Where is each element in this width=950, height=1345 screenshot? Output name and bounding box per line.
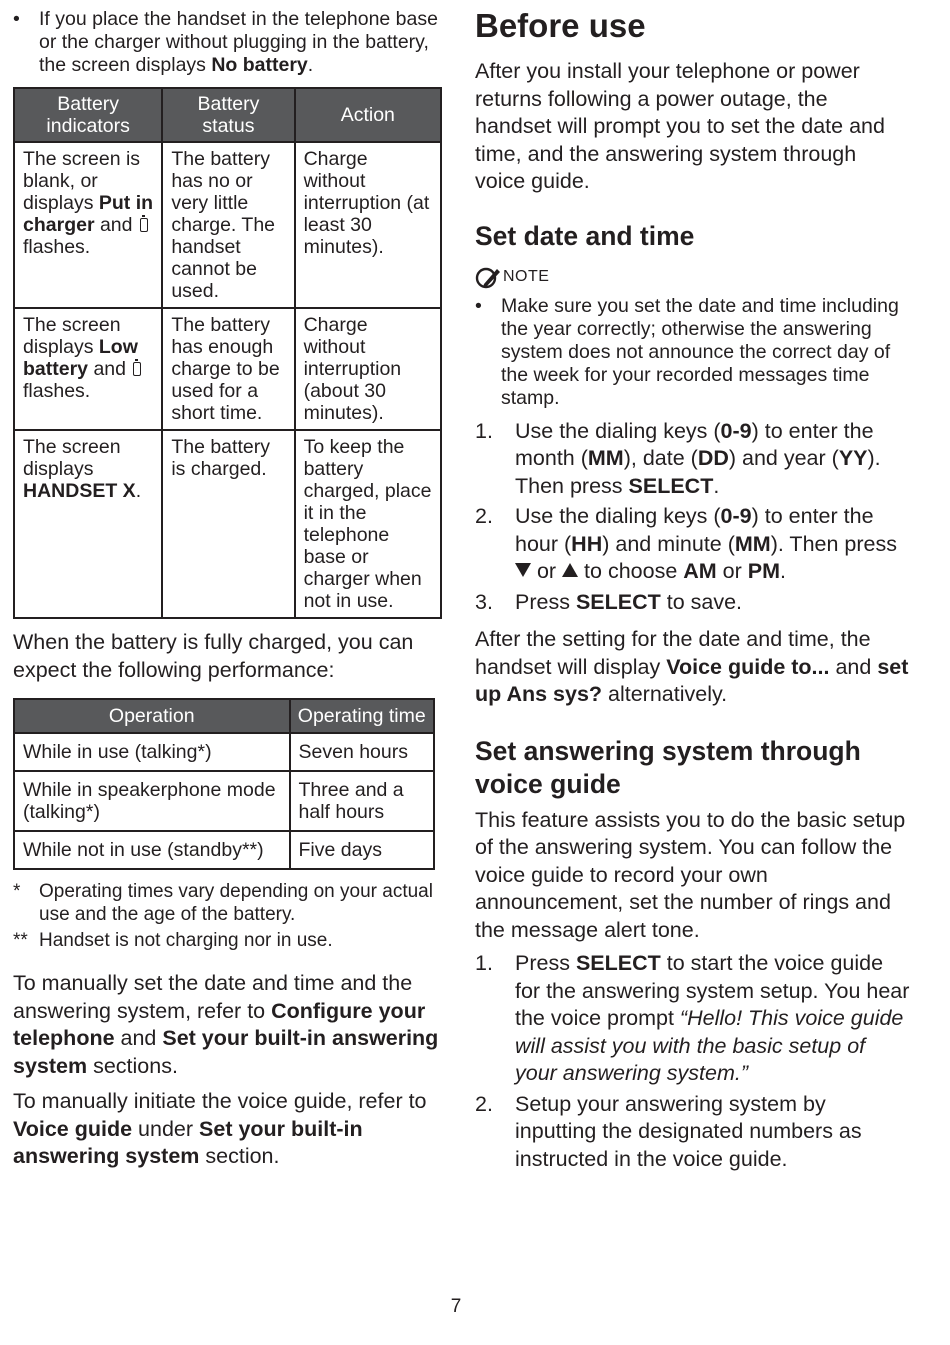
list-item — [475, 1091, 910, 1174]
footnote-marker: * — [13, 881, 21, 902]
list-item — [475, 503, 910, 586]
note-pencil-icon — [475, 265, 501, 289]
header-battery-status: Battery status — [162, 88, 294, 142]
para-text: sections. — [87, 1053, 178, 1078]
step-bold: YY — [838, 446, 868, 470]
para-bold: Set your built-in answering system — [13, 1116, 363, 1168]
step-bold: SELECT — [575, 951, 661, 975]
step-text: or — [531, 559, 563, 583]
cell-text: and — [94, 214, 138, 236]
step-text: Press — [515, 589, 576, 614]
cell-bold: HANDSET X — [23, 480, 136, 502]
bullet-text: If you place the handset in the telephone base or the charger without plugging in the battery, the screen displays — [39, 8, 438, 76]
para-text: To manually set the date and time and the answering system, refer to — [13, 971, 413, 1023]
para-text: and — [829, 654, 878, 679]
action-cell: To keep the battery charged, place it in the telephone base or charger when not in use. — [295, 430, 441, 618]
step-text: ). Then press — [770, 531, 897, 556]
para-text: under — [132, 1116, 200, 1141]
step-bold: AM — [683, 559, 717, 583]
step-text: ) and year ( — [728, 446, 839, 470]
action-cell: Charge without interruption (at least 30 minutes). — [295, 142, 441, 308]
step-text: Setup your answering system by inputting the designated numbers as instructed in the voice guide. — [515, 1091, 862, 1171]
step-bold: PM — [747, 559, 781, 583]
table-row — [14, 308, 441, 430]
footnote-text: Handset is not charging nor in use. — [39, 930, 333, 951]
footnote — [13, 880, 443, 926]
battery-icon — [140, 218, 148, 232]
header-battery-indicators: Battery indicators — [14, 88, 162, 142]
step-text: Use the dialing keys ( — [515, 504, 721, 528]
note-bullet — [475, 295, 910, 410]
operation-cell: While in speakerphone mode (talking*) — [14, 771, 290, 831]
battery-icon — [133, 362, 141, 376]
para-bold: Voice guide to... — [666, 654, 830, 679]
cell-text: and — [88, 358, 132, 380]
list-item — [475, 418, 910, 501]
para-text: and — [114, 1026, 163, 1050]
battery-status-cell: The battery has enough charge to be used for a short time. — [162, 308, 294, 430]
step-text: ) to enter the hour ( — [515, 504, 874, 556]
header-operation: Operation — [14, 699, 290, 733]
bullet-marker: • — [475, 294, 482, 317]
step-text: or — [716, 559, 748, 583]
table-row — [14, 733, 434, 771]
step-bold: MM — [734, 531, 771, 556]
ops-table-header — [14, 699, 434, 733]
answering-steps — [475, 950, 910, 1173]
step-bold: 0-9 — [720, 418, 752, 443]
cell-bold: Put in charger — [23, 192, 154, 236]
voice-prompt-quote: “Hello! This voice guide will assist you with the basic setup of your answering system.” — [515, 1006, 904, 1085]
cell-text: The screen displays — [23, 314, 121, 358]
step-bold: SELECT — [575, 589, 661, 614]
step-number: 1. — [475, 418, 493, 443]
step-text: Press — [515, 951, 576, 975]
step-text: ), date ( — [623, 446, 698, 470]
cell-bold: Low battery — [23, 336, 138, 380]
step-number: 2. — [475, 1091, 493, 1116]
footnote-marker: ** — [13, 930, 28, 951]
header-action: Action — [295, 88, 441, 142]
footnote-text: Operating times vary depending on your actual use and the age of the battery. — [39, 881, 433, 925]
operating-time-cell: Five days — [290, 831, 435, 869]
battery-indicator-cell — [14, 308, 162, 430]
bullet-text: Make sure you set the date and time including the year correctly; otherwise the answering system does not announce the correct day of the week for your recorded messages time stamp. — [501, 294, 899, 409]
cell-text: flashes. — [23, 380, 91, 402]
answering-heading: Set answering system through voice guide — [475, 735, 861, 799]
list-item — [475, 950, 910, 1088]
cell-text: The screen displays — [23, 436, 121, 480]
set-date-heading: Set date and time — [475, 220, 695, 251]
battery-indicator-cell — [14, 142, 162, 308]
table-row — [14, 831, 434, 869]
battery-status-cell: The battery is charged. — [162, 430, 294, 618]
step-bold: MM — [587, 446, 624, 470]
step-text: ). Then press — [515, 446, 881, 498]
list-item — [475, 589, 910, 617]
footnote — [13, 929, 443, 952]
operation-cell: While not in use (standby**) — [14, 831, 290, 869]
para-text: To manually initiate the voice guide, refer to — [13, 1089, 427, 1113]
right-column — [475, 6, 910, 1173]
step-text: to save. — [660, 589, 743, 614]
table-row — [14, 142, 441, 308]
step-bold: SELECT — [628, 473, 714, 498]
step-number: 1. — [475, 951, 493, 975]
step-number: 2. — [475, 504, 493, 528]
cell-text: . — [135, 480, 142, 502]
cell-text: flashes. — [23, 236, 91, 258]
manual-setup-paragraph — [13, 970, 443, 1080]
header-operating-time: Operating time — [290, 699, 435, 733]
battery-status-cell: The battery has no or very little charge. The handset cannot be used. — [162, 142, 294, 308]
operation-cell: While in use (talking*) — [14, 733, 290, 771]
cell-text: The screen is blank, or displays — [23, 148, 141, 214]
para-bold: Voice guide — [13, 1116, 133, 1141]
answering-intro: This feature assists you to do the basic setup of the answering system. You can follow the voice guide to record your own announcement, set the number of rings and the message alert tone. — [475, 807, 906, 942]
operating-time-cell: Seven hours — [290, 733, 435, 771]
action-cell: Charge without interruption (about 30 minutes). — [295, 308, 441, 430]
step-bold: DD — [697, 446, 729, 470]
bullet-tail: . — [307, 54, 314, 76]
step-text: ) and minute ( — [602, 531, 735, 556]
down-arrow-icon — [515, 563, 531, 577]
step-text: ) to enter the month ( — [515, 418, 874, 470]
step-text: to start the voice guide for the answering system setup. You hear the voice prompt — [515, 951, 910, 1030]
after-setting-paragraph — [475, 626, 910, 709]
page-number: 7 — [450, 1296, 462, 1317]
note-text: NOTE — [503, 267, 550, 285]
note-label — [475, 265, 910, 289]
para-text: After the setting for the date and time, the handset will display — [475, 627, 871, 679]
para-bold: set up Ans sys? — [475, 654, 909, 706]
voice-guide-paragraph — [13, 1088, 443, 1171]
step-text: . — [713, 473, 720, 498]
para-bold: Set your built-in answering system — [13, 1026, 439, 1078]
table-row — [14, 430, 441, 618]
step-text: Use the dialing keys ( — [515, 418, 721, 443]
step-number: 3. — [475, 589, 493, 614]
performance-intro: When the battery is fully charged, you can expect the following performance: — [13, 630, 414, 682]
bullet-bold: No battery — [211, 54, 308, 76]
no-battery-note — [13, 8, 443, 77]
up-arrow-icon — [562, 563, 578, 577]
step-bold: 0-9 — [720, 504, 752, 528]
left-column — [13, 8, 443, 1171]
operating-time-table — [13, 698, 435, 870]
date-steps — [475, 418, 910, 617]
battery-indicator-cell — [14, 430, 162, 618]
before-use-intro: After you install your telephone or power returns following a power outage, the handset will prompt you to set the date and time, and the answering system through voice guide. — [475, 59, 885, 193]
para-text: section. — [199, 1144, 280, 1168]
para-bold: Configure your telephone — [13, 998, 426, 1050]
bullet-marker: • — [13, 8, 20, 30]
footnotes — [13, 880, 443, 952]
operating-time-cell: Three and a half hours — [290, 771, 435, 831]
table-row — [14, 771, 434, 831]
step-bold: HH — [571, 531, 603, 556]
battery-table-header — [14, 88, 441, 142]
step-text: to choose — [578, 559, 684, 583]
battery-table — [13, 87, 442, 619]
para-text: alternatively. — [602, 682, 728, 706]
page-title: Before use — [475, 7, 646, 44]
step-text: . — [780, 559, 787, 583]
